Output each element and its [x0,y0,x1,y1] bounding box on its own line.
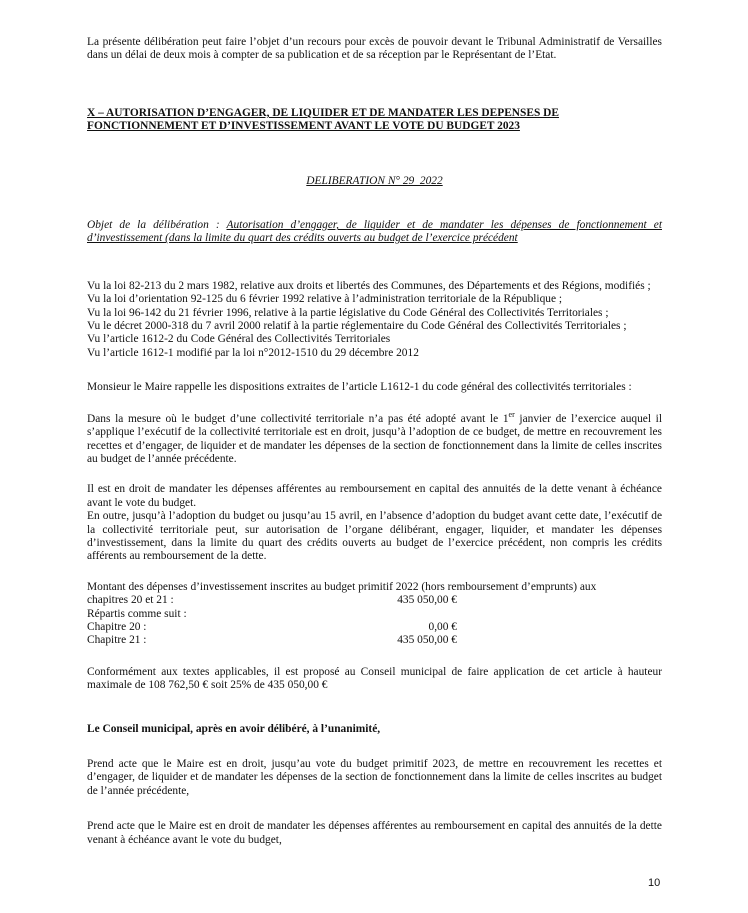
spacer [87,648,662,661]
vu-item: Vu le décret 2000-318 du 7 avril 2000 relatif à la partie réglementaire du Code Général des Collectivités Territoriales ; [87,320,627,333]
repartis-label: Répartis comme suit : [87,607,187,620]
vu-item: Vu la loi 96-142 du 21 février 1996, relative à la partie législative du Code Général des Collectivités Territoriales ; [87,306,609,319]
spacer [87,94,662,107]
spacer [87,693,662,719]
spacer [87,736,662,749]
prend-acte-paragraph-2: Prend acte que le Maire est en droit de mandater les dépenses afférentes au remboursement en capital des annuités de la dette venant à échéance avant le vote du budget, [87,820,662,846]
superscript: er [508,409,515,419]
disposition-text: Dans la mesure où le budget d’une collectivité territoriale n’a pas été adopté avant le 1 [87,412,509,425]
section-title-line-1: X – AUTORISATION D’ENGAGER, DE LIQUIDER ET DE MANDATER LES DEPENSES DE [87,106,559,119]
recours-paragraph: La présente délibération peut faire l’objet d’un recours pour excès de pouvoir devant le Tribunal Administratif de Versailles dans un délai de deux mois à compter de sa publication et de sa réception par le Représentant de l’Etat. [87,36,662,62]
objet-label: Objet de la délibération : [87,219,227,232]
amount-label: chapitres 20 et 21 : [87,594,174,607]
amount-row-chapitres [87,594,662,607]
conseil-statement: Le Conseil municipal, après en avoir délibéré, à l’unanimité, [87,722,381,735]
spacer [87,395,662,408]
amount-value: 0,00 € [428,620,457,633]
spacer [87,798,662,811]
disposition-paragraph-2: Il est en droit de mandater les dépenses afférentes au remboursement en capital des annuités de la dette venant à échéance avant le vote du budget. [87,483,662,509]
page-number: 10 [648,877,661,889]
objet-deliberation [87,219,662,246]
spacer [87,246,662,272]
prend-acte-paragraph-1: Prend acte que le Maire est en droit, jusqu’au vote du budget primitif 2023, de mettre en recouvrement les recettes et d’engager, de liquider et de mandater les dépenses de la section de fonctionnement dans la limite de celles inscrites au budget de l’année précédente, [87,757,662,797]
disposition-paragraph-3: En outre, jusqu’à l’adoption du budget ou jusqu’au 15 avril, en l’absence d’adoption du budget avant cette date, l’exécutif de la collectivité territoriale peut, sur autorisation de l’organe délibérant, engager, liquider, et mandater les dépenses d’investissement, dans la limite du quart des crédits ouverts au budget de l’exercice précédent, non compris les crédits afférents au remboursement de la dette. [87,510,662,563]
amount-label: Chapitre 21 : [87,634,147,647]
section-title-line-2: FONCTIONNEMENT ET D’INVESTISSEMENT AVANT LE VOTE DU BUDGET 2023 [87,120,520,133]
amount-label: Chapitre 20 : [87,620,147,633]
spacer [87,466,662,479]
montant-intro: Montant des dépenses d’investissement inscrites au budget primitif 2022 (hors remboursement d’emprunts) aux [87,580,597,593]
vu-item: Vu l’article 1612-1 modifié par la loi n°2012-1510 du 29 décembre 2012 [87,346,419,359]
deliberation-number: DELIBERATION N° 29_2022 [306,174,443,187]
disposition-paragraph-1 [87,409,662,467]
section-heading [87,107,662,134]
spacer [87,63,662,94]
spacer [87,360,662,373]
proposition-paragraph: Conformément aux textes applicables, il est proposé au Conseil municipal de faire application de cet article à hauteur maximale de 108 762,50 € soit 25% de 435 050,00 € [87,665,662,692]
spacer [87,160,662,175]
spacer [87,749,662,758]
document-page [87,36,662,847]
amount-value: 435 050,00 € [397,634,457,647]
rappel-paragraph: Monsieur le Maire rappelle les dispositions extraites de l’article L1612-1 du code général des collectivités territoriales : [87,381,632,394]
vu-list [87,280,662,360]
montant-block [87,581,662,648]
objet-value: Autorisation d’engager, de liquider et de mandater les dépenses de fonctionnement et d’investissement (dans la limite du quart des crédits ouverts au budget de l’exercice précédent [87,219,662,245]
spacer [87,373,662,381]
amount-row-chapitre-21 [87,634,662,647]
amount-value: 435 050,00 € [397,594,457,607]
vu-item: Vu la loi d’orientation 92-125 du 6 février 1992 relative à l’administration territoriale de la République ; [87,293,563,306]
vu-item: Vu la loi 82-213 du 2 mars 1982, relative aux droits et libertés des Communes, des Départements et des Régions, modifiés ; [87,279,651,292]
amount-row-chapitre-20 [87,621,662,634]
spacer [87,272,662,280]
spacer [87,134,662,160]
vu-item: Vu l’article 1612-2 du Code Général des Collectivités Territoriales [87,333,391,346]
spacer [87,811,662,820]
disposition-text: janvier de l’exercice auquel il s’applique l’exécutif de la collectivité territoriale est en droit, jusqu’à l’adoption de ce budget, de mettre en recouvrement les recettes et d’engager, de liquider et de mandater les dépenses de la section de fonctionnement dans la limite de celles inscrites au budget de l’année précédente. [87,412,662,465]
spacer [87,564,662,577]
spacer [87,188,662,214]
